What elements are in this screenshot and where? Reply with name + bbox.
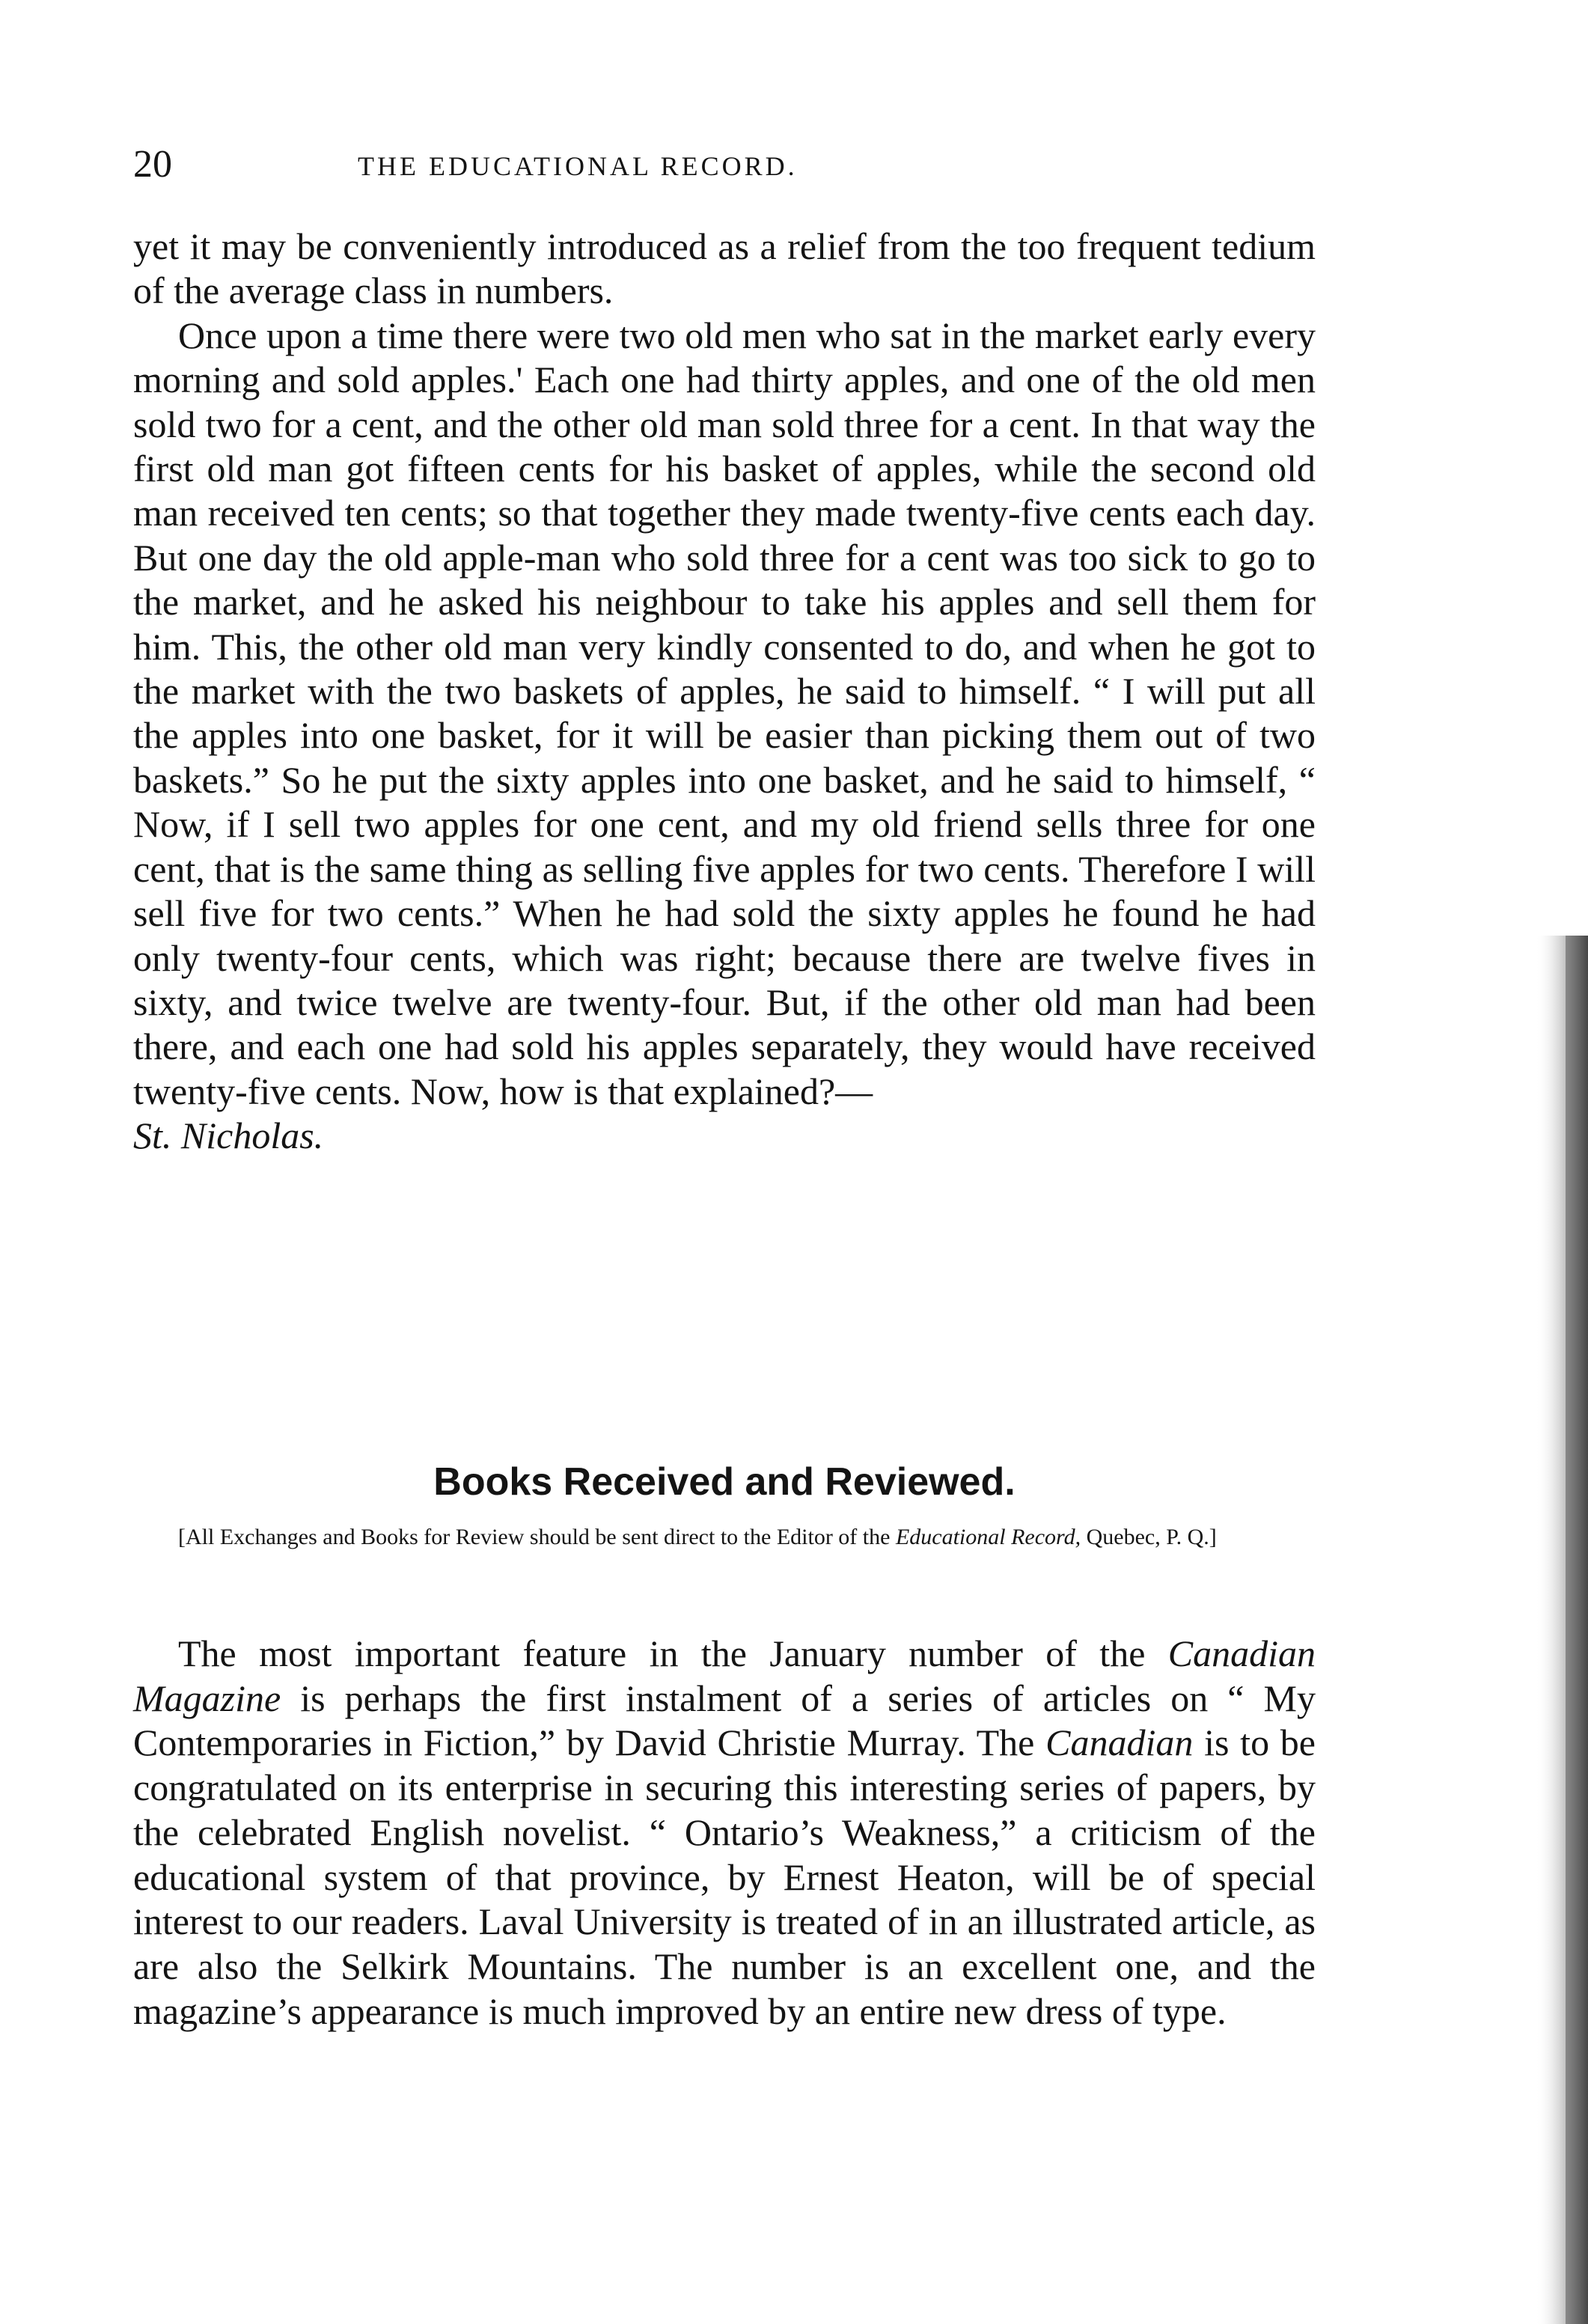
review-text-3: is to be congratulated on its enterprise in securing this interesting series of papers, by the celebrated English novelist. “ Ontario’s Weakness,” a criticism of the educational system of that province, by Ernest Heaton, will be of special interest to our readers. Laval University is treated of in an illustrated article, as are also the Selkirk Mountains. The number is an excellent one, and the magazine’s appearance is much improved by an entire new dress of type. <box>133 1721 1316 2032</box>
story-paragraph: Once upon a time there were two old men who sat in the market early every morning and sold apples.' Each one had thirty apples, and one of the old men sold two for a cent, and the other old man sold three for a cent. In that way the first old man got fifteen cents for his basket of apples, while the second old man received ten cents; so that together they made twenty-five cents each day. But one day the old apple-man who sold three for a cent was too sick to go to the market, and he asked his neighbour to take his apples and sell them for him. This, the other old man very kindly consented to do, and when he got to the market with the two baskets of apples, he said to himself. “ I will put all the apples into one basket, for it will be easier than picking them out of two baskets.” So he put the sixty apples into one basket, and he said to himself, “ Now, if I sell two apples for one cent, and my old friend sells three for one cent, that is the same thing as selling five apples for two cents. Therefore I will sell five for two cents.” When he had sold the sixty apples he found he had only twenty-four cents, which was right; because there are twelve fives in sixty, and twice twelve are twenty-four. But, if the other old man had been there, and each one had sold his apples separately, they would have received twenty-five cents. Now, how is that explained?— <box>133 314 1316 1112</box>
journal-title: THE EDUCATIONAL RECORD. <box>358 151 798 181</box>
story-column <box>133 225 1316 1159</box>
review-magazine-name: Canadian Magazine <box>133 1632 1316 1719</box>
scan-edge-shadow <box>1506 936 1588 2324</box>
notice-text-end: Quebec, P. Q.] <box>1081 1525 1217 1549</box>
notice-journal-name: Educational Record, <box>895 1525 1081 1549</box>
story-lead-paragraph: yet it may be conveniently introduced as a relief from the too frequent tedium of the average class in numbers. <box>133 225 1316 312</box>
section-heading: Books Received and Reviewed. <box>433 1460 1016 1504</box>
page-number: 20 <box>133 143 172 186</box>
story-source: St. Nicholas. <box>133 1114 324 1157</box>
notice-text-start: [All Exchanges and Books for Review should be sent direct to the Editor of the <box>178 1525 896 1549</box>
editor-notice <box>178 1523 1316 1552</box>
review-text-2: is perhaps the first instalment of a series of articles on “ My Contemporaries in Fiction,” by David Christie Murray. The <box>133 1677 1316 1764</box>
review-paragraph <box>133 1632 1316 2034</box>
review-magazine-short-name: Canadian <box>1045 1721 1194 1764</box>
running-head <box>133 142 1316 187</box>
review-text-1: The most important feature in the January number of the <box>178 1632 1168 1674</box>
